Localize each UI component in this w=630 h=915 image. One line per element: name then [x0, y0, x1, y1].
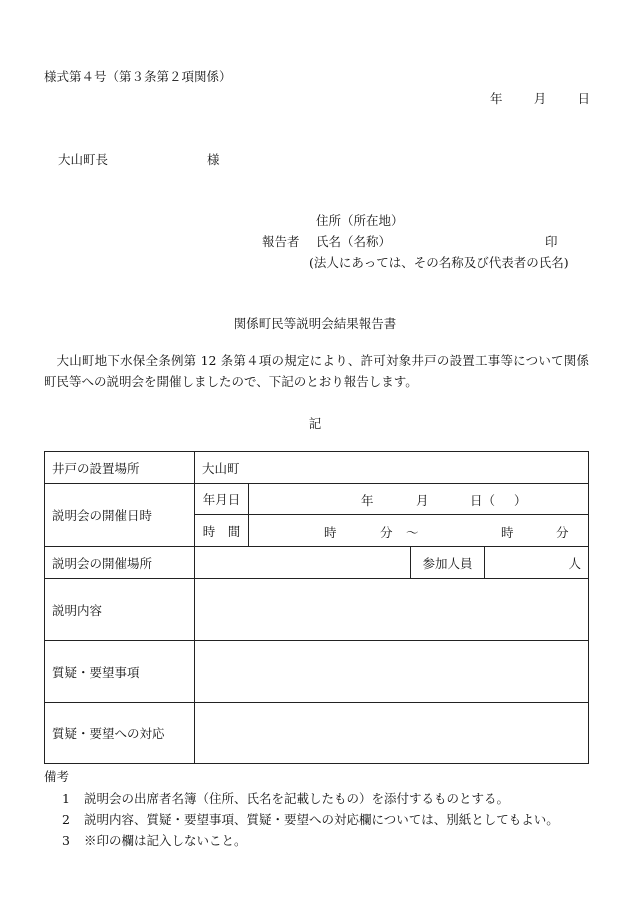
meeting-date-day: 日（	[470, 493, 496, 508]
form-number: 様式第４号（第３条第２項関係）	[44, 69, 232, 84]
meeting-time-start-minute: 分	[380, 524, 393, 540]
meeting-datetime-label: 説明会の開催日時	[45, 484, 195, 547]
meeting-time-end-minute: 分	[556, 524, 569, 540]
corporation-note: (法人にあっては、その名称及び代表者の氏名)	[309, 255, 569, 270]
date-label: 年月日	[195, 484, 249, 515]
venue-row	[45, 547, 589, 579]
content-field[interactable]	[195, 579, 589, 641]
content-label: 説明内容	[45, 579, 195, 641]
meeting-date-month: 月	[416, 493, 429, 508]
questions-field[interactable]	[195, 641, 589, 703]
note-number: 2	[62, 812, 70, 827]
seal-mark: 印	[545, 234, 558, 249]
ki-heading: 記	[308, 416, 322, 431]
report-table	[44, 451, 589, 764]
content-row	[45, 579, 589, 641]
meeting-date-year: 年	[361, 493, 374, 508]
date-month: 月	[533, 91, 547, 106]
venue-field[interactable]	[195, 547, 411, 579]
note-text: ※印の欄は記入しないこと。	[84, 833, 247, 848]
well-location-value: 大山町	[202, 460, 240, 476]
body-text: 大山町地下水保全条例第 12 条第４項の規定により、許可対象井戸の設置工事等について関係町民等への説明会を開催しましたので、下記のとおり報告します。	[44, 353, 589, 389]
note-item	[62, 831, 247, 849]
note-item	[62, 789, 509, 807]
addressee-honorific: 様	[207, 152, 220, 167]
reporter-role-label: 報告者	[262, 234, 300, 249]
reporter-address-label: 住所（所在地）	[316, 213, 404, 228]
note-text: 説明内容、質疑・要望事項、質疑・要望への対応欄については、別紙としてもよい。	[84, 812, 559, 827]
time-label: 時 間	[195, 515, 249, 547]
date-day: 日	[577, 91, 590, 106]
venue-label: 説明会の開催場所	[45, 547, 195, 579]
reporter-name-label: 氏名（名称）	[316, 234, 392, 249]
notes-title: 備考	[44, 769, 70, 784]
note-number: 3	[62, 833, 70, 848]
note-text: 説明会の出席者名簿（住所、氏名を記載したもの）を添付するものとする。	[84, 791, 510, 806]
response-label: 質疑・要望への対応	[45, 703, 195, 764]
response-field[interactable]	[195, 703, 589, 764]
attendees-unit: 人	[568, 555, 582, 571]
addressee-name: 大山町長	[58, 152, 109, 167]
meeting-time-field[interactable]	[249, 515, 589, 547]
attendees-label: 参加人員	[411, 547, 485, 579]
meeting-time-start-hour: 時	[324, 524, 337, 540]
response-row	[45, 703, 589, 764]
note-item	[62, 810, 559, 828]
meeting-time-end-hour: 時	[501, 524, 514, 540]
well-location-label: 井戸の設置場所	[45, 452, 195, 484]
questions-row	[45, 641, 589, 703]
meeting-time-tilde: ～	[406, 524, 419, 540]
document-title: 関係町民等説明会結果報告書	[233, 316, 397, 331]
meeting-date-field[interactable]	[249, 484, 589, 515]
note-number: 1	[62, 791, 70, 806]
well-location-field[interactable]	[195, 452, 589, 484]
attendees-field[interactable]	[485, 547, 589, 579]
date-year: 年	[490, 91, 503, 106]
meeting-date-row	[45, 484, 589, 515]
date-line	[490, 89, 590, 107]
well-location-row	[45, 452, 589, 484]
questions-label: 質疑・要望事項	[45, 641, 195, 703]
meeting-date-close: ）	[514, 493, 527, 508]
